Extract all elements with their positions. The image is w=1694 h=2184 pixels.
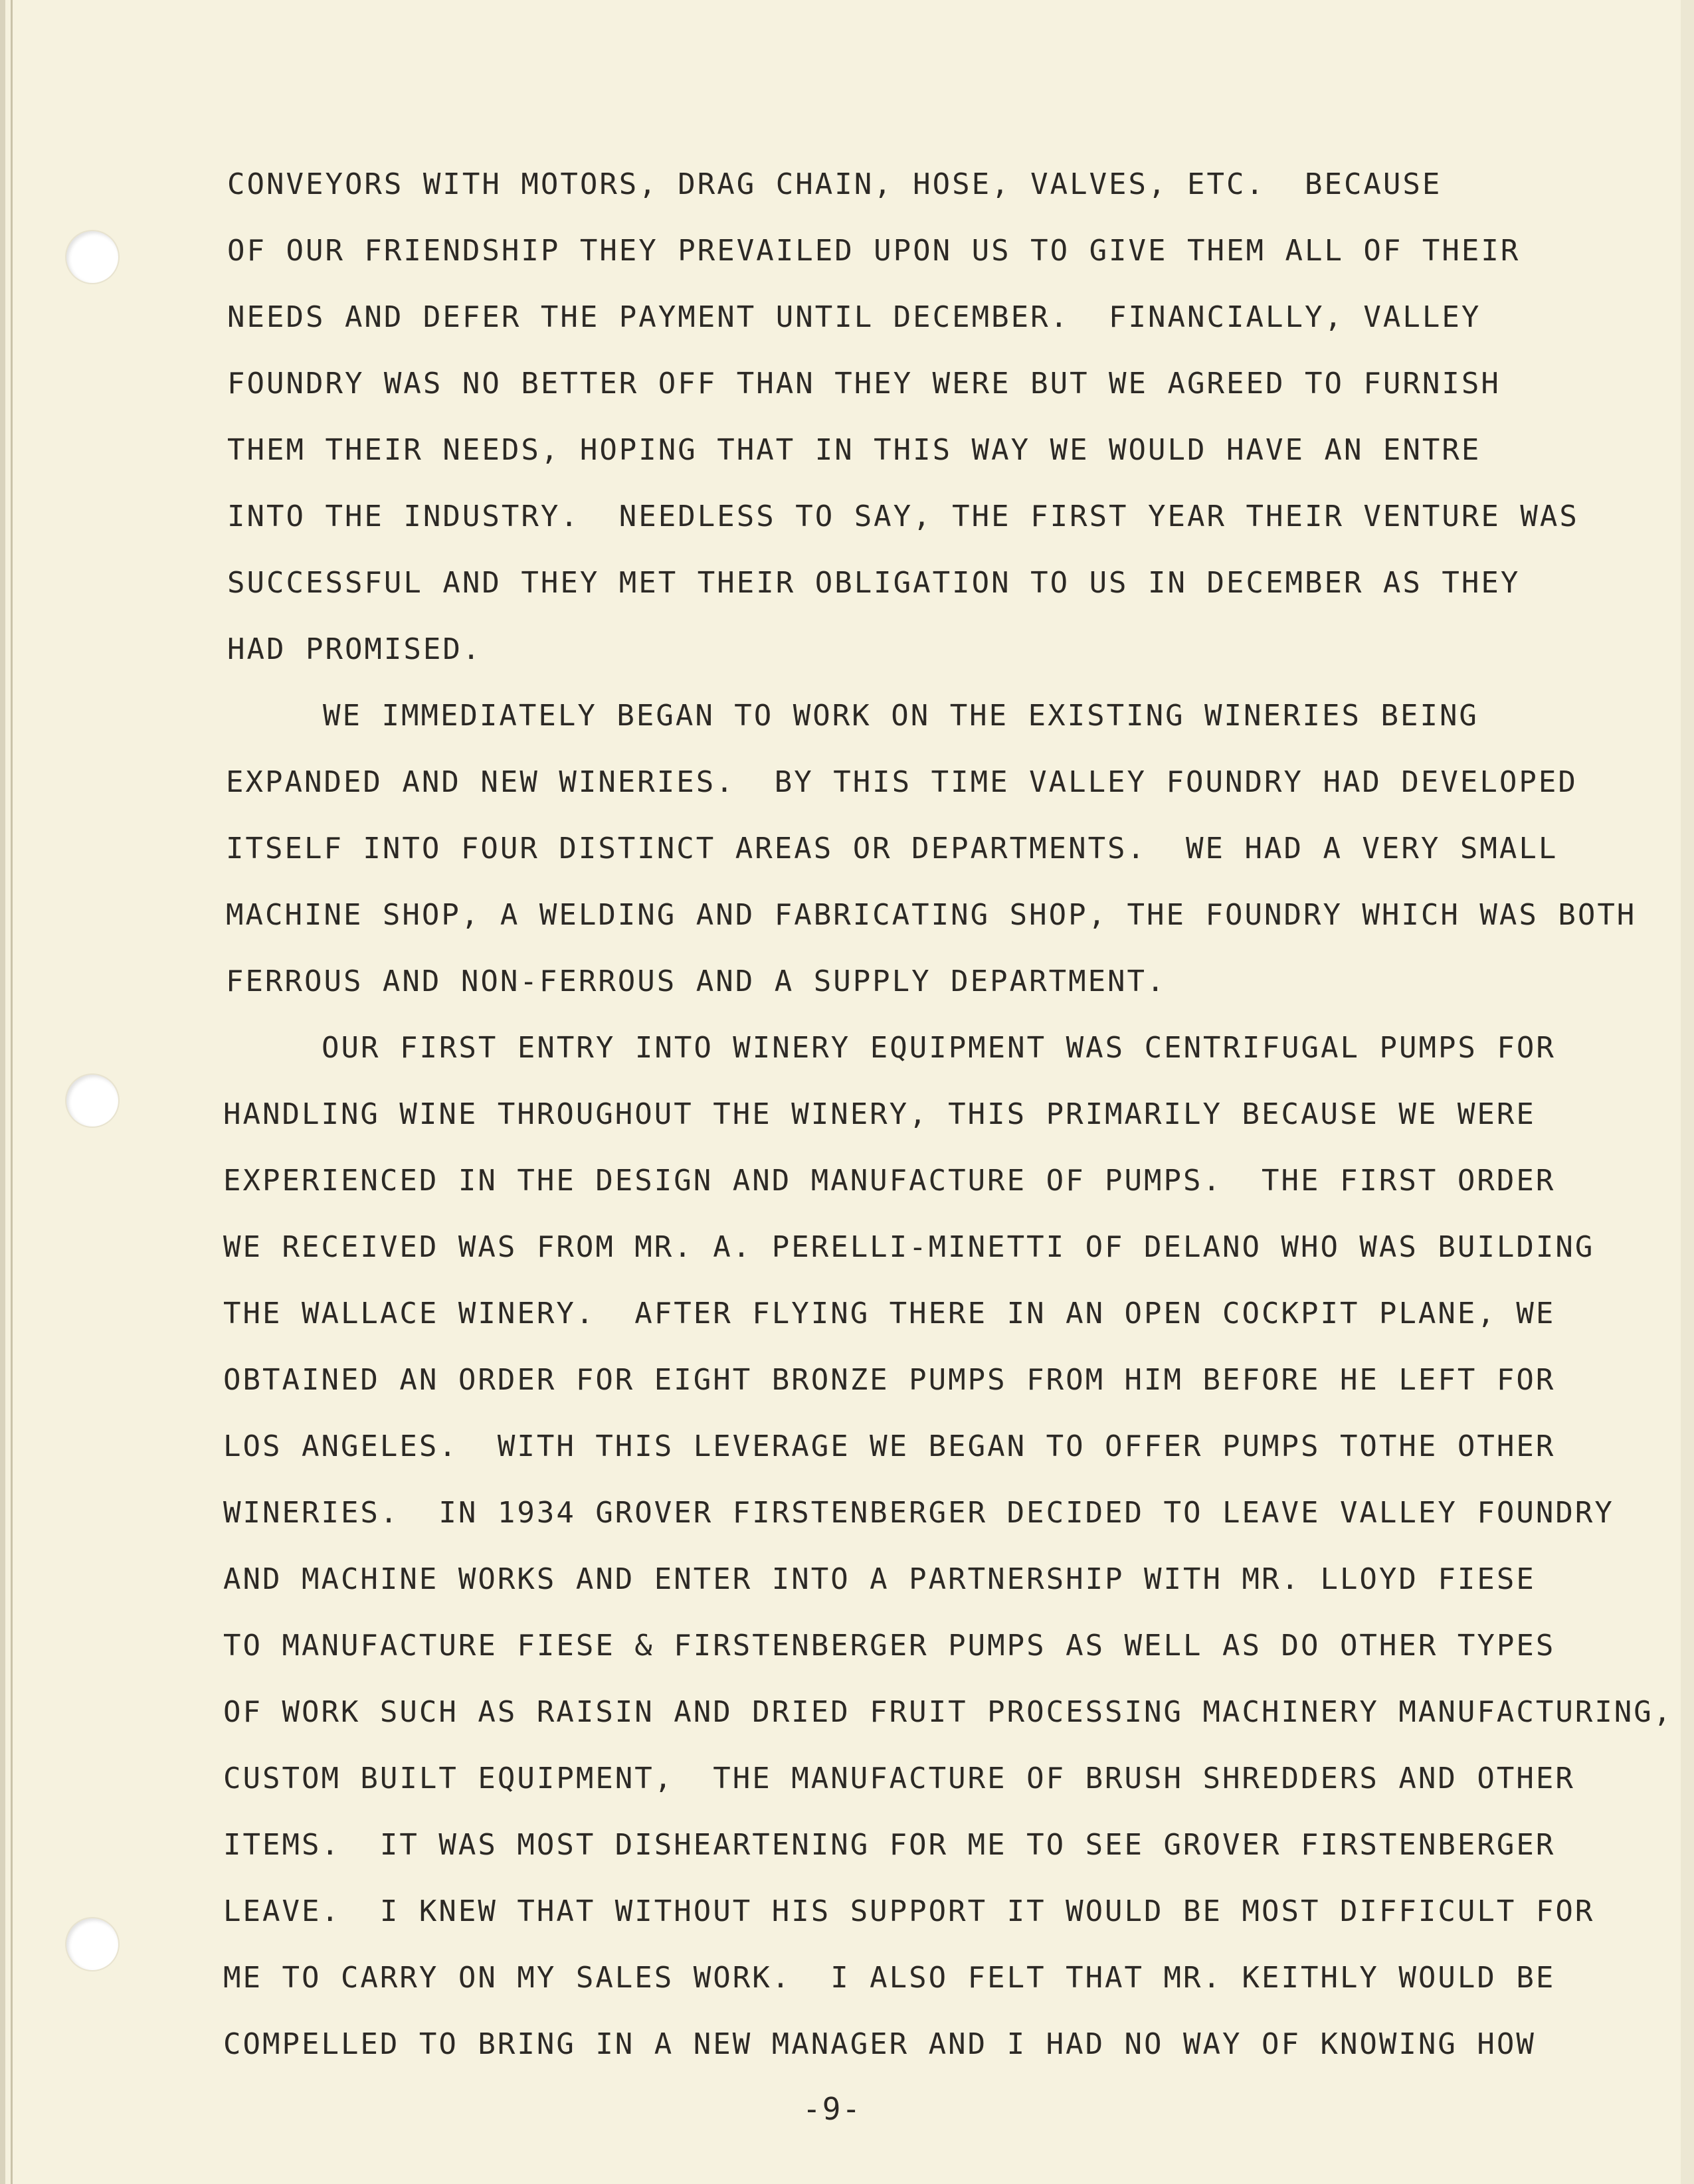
text-line: HANDLING WINE THROUGHOUT THE WINERY, THIS PRIMARILY BECAUSE WE WERE (223, 1097, 1536, 1131)
text-line: ITSELF INTO FOUR DISTINCT AREAS OR DEPARTMENTS. WE HAD A VERY SMALL (226, 832, 1558, 865)
text-line: AND MACHINE WORKS AND ENTER INTO A PARTNERSHIP WITH MR. LLOYD FIESE (223, 1562, 1536, 1596)
text-line: COMPELLED TO BRING IN A NEW MANAGER AND I HAD NO WAY OF KNOWING HOW (223, 2027, 1536, 2061)
text-line: OF WORK SUCH AS RAISIN AND DRIED FRUIT PROCESSING MACHINERY MANUFACTURING, (223, 1695, 1673, 1729)
paragraph-start-line: WE IMMEDIATELY BEGAN TO WORK ON THE EXISTING WINERIES BEING (323, 699, 1479, 733)
text-line: INTO THE INDUSTRY. NEEDLESS TO SAY, THE FIRST YEAR THEIR VENTURE WAS (227, 500, 1579, 533)
text-line: CONVEYORS WITH MOTORS, DRAG CHAIN, HOSE, VALVES, ETC. BECAUSE (227, 167, 1442, 201)
text-line: EXPANDED AND NEW WINERIES. BY THIS TIME VALLEY FOUNDRY HAD DEVELOPED (226, 765, 1578, 799)
text-line: FERROUS AND NON-FERROUS AND A SUPPLY DEPARTMENT. (226, 964, 1167, 998)
text-line: OF OUR FRIENDSHIP THEY PREVAILED UPON US TO GIVE THEM ALL OF THEIR (227, 234, 1521, 268)
paragraph-start-line: OUR FIRST ENTRY INTO WINERY EQUIPMENT WAS CENTRIFUGAL PUMPS FOR (322, 1031, 1556, 1065)
text-line: LOS ANGELES. WITH THIS LEVERAGE WE BEGAN TO OFFER PUMPS TOTHE OTHER (223, 1429, 1556, 1463)
text-line: WE RECEIVED WAS FROM MR. A. PERELLI-MINETTI OF DELANO WHO WAS BUILDING (223, 1230, 1595, 1264)
text-line: OBTAINED AN ORDER FOR EIGHT BRONZE PUMPS FROM HIM BEFORE HE LEFT FOR (223, 1363, 1556, 1397)
text-line: WINERIES. IN 1934 GROVER FIRSTENBERGER DECIDED TO LEAVE VALLEY FOUNDRY (223, 1496, 1614, 1530)
text-line: MACHINE SHOP, A WELDING AND FABRICATING SHOP, THE FOUNDRY WHICH WAS BOTH (226, 898, 1637, 932)
text-line: HAD PROMISED. (227, 632, 482, 666)
text-line: CUSTOM BUILT EQUIPMENT, THE MANUFACTURE OF BRUSH SHREDDERS AND OTHER (223, 1762, 1575, 1795)
text-line: SUCCESSFUL AND THEY MET THEIR OBLIGATION TO US IN DECEMBER AS THEY (227, 566, 1521, 600)
text-line: THEM THEIR NEEDS, HOPING THAT IN THIS WAY WE WOULD HAVE AN ENTRE (227, 433, 1481, 467)
text-line: ITEMS. IT WAS MOST DISHEARTENING FOR ME TO SEE GROVER FIRSTENBERGER (223, 1828, 1556, 1862)
text-line: LEAVE. I KNEW THAT WITHOUT HIS SUPPORT IT WOULD BE MOST DIFFICULT FOR (223, 1894, 1595, 1928)
page-number: -9- (802, 2091, 862, 2127)
text-line: NEEDS AND DEFER THE PAYMENT UNTIL DECEMBER. FINANCIALLY, VALLEY (227, 300, 1481, 334)
text-line: ME TO CARRY ON MY SALES WORK. I ALSO FELT THAT MR. KEITHLY WOULD BE (223, 1961, 1556, 1995)
text-line: EXPERIENCED IN THE DESIGN AND MANUFACTURE OF PUMPS. THE FIRST ORDER (223, 1164, 1556, 1198)
text-line: FOUNDRY WAS NO BETTER OFF THAN THEY WERE BUT WE AGREED TO FURNISH (227, 367, 1501, 401)
text-line: THE WALLACE WINERY. AFTER FLYING THERE IN AN OPEN COCKPIT PLANE, WE (223, 1297, 1556, 1330)
text-line: TO MANUFACTURE FIESE & FIRSTENBERGER PUMPS AS WELL AS DO OTHER TYPES (223, 1629, 1556, 1663)
